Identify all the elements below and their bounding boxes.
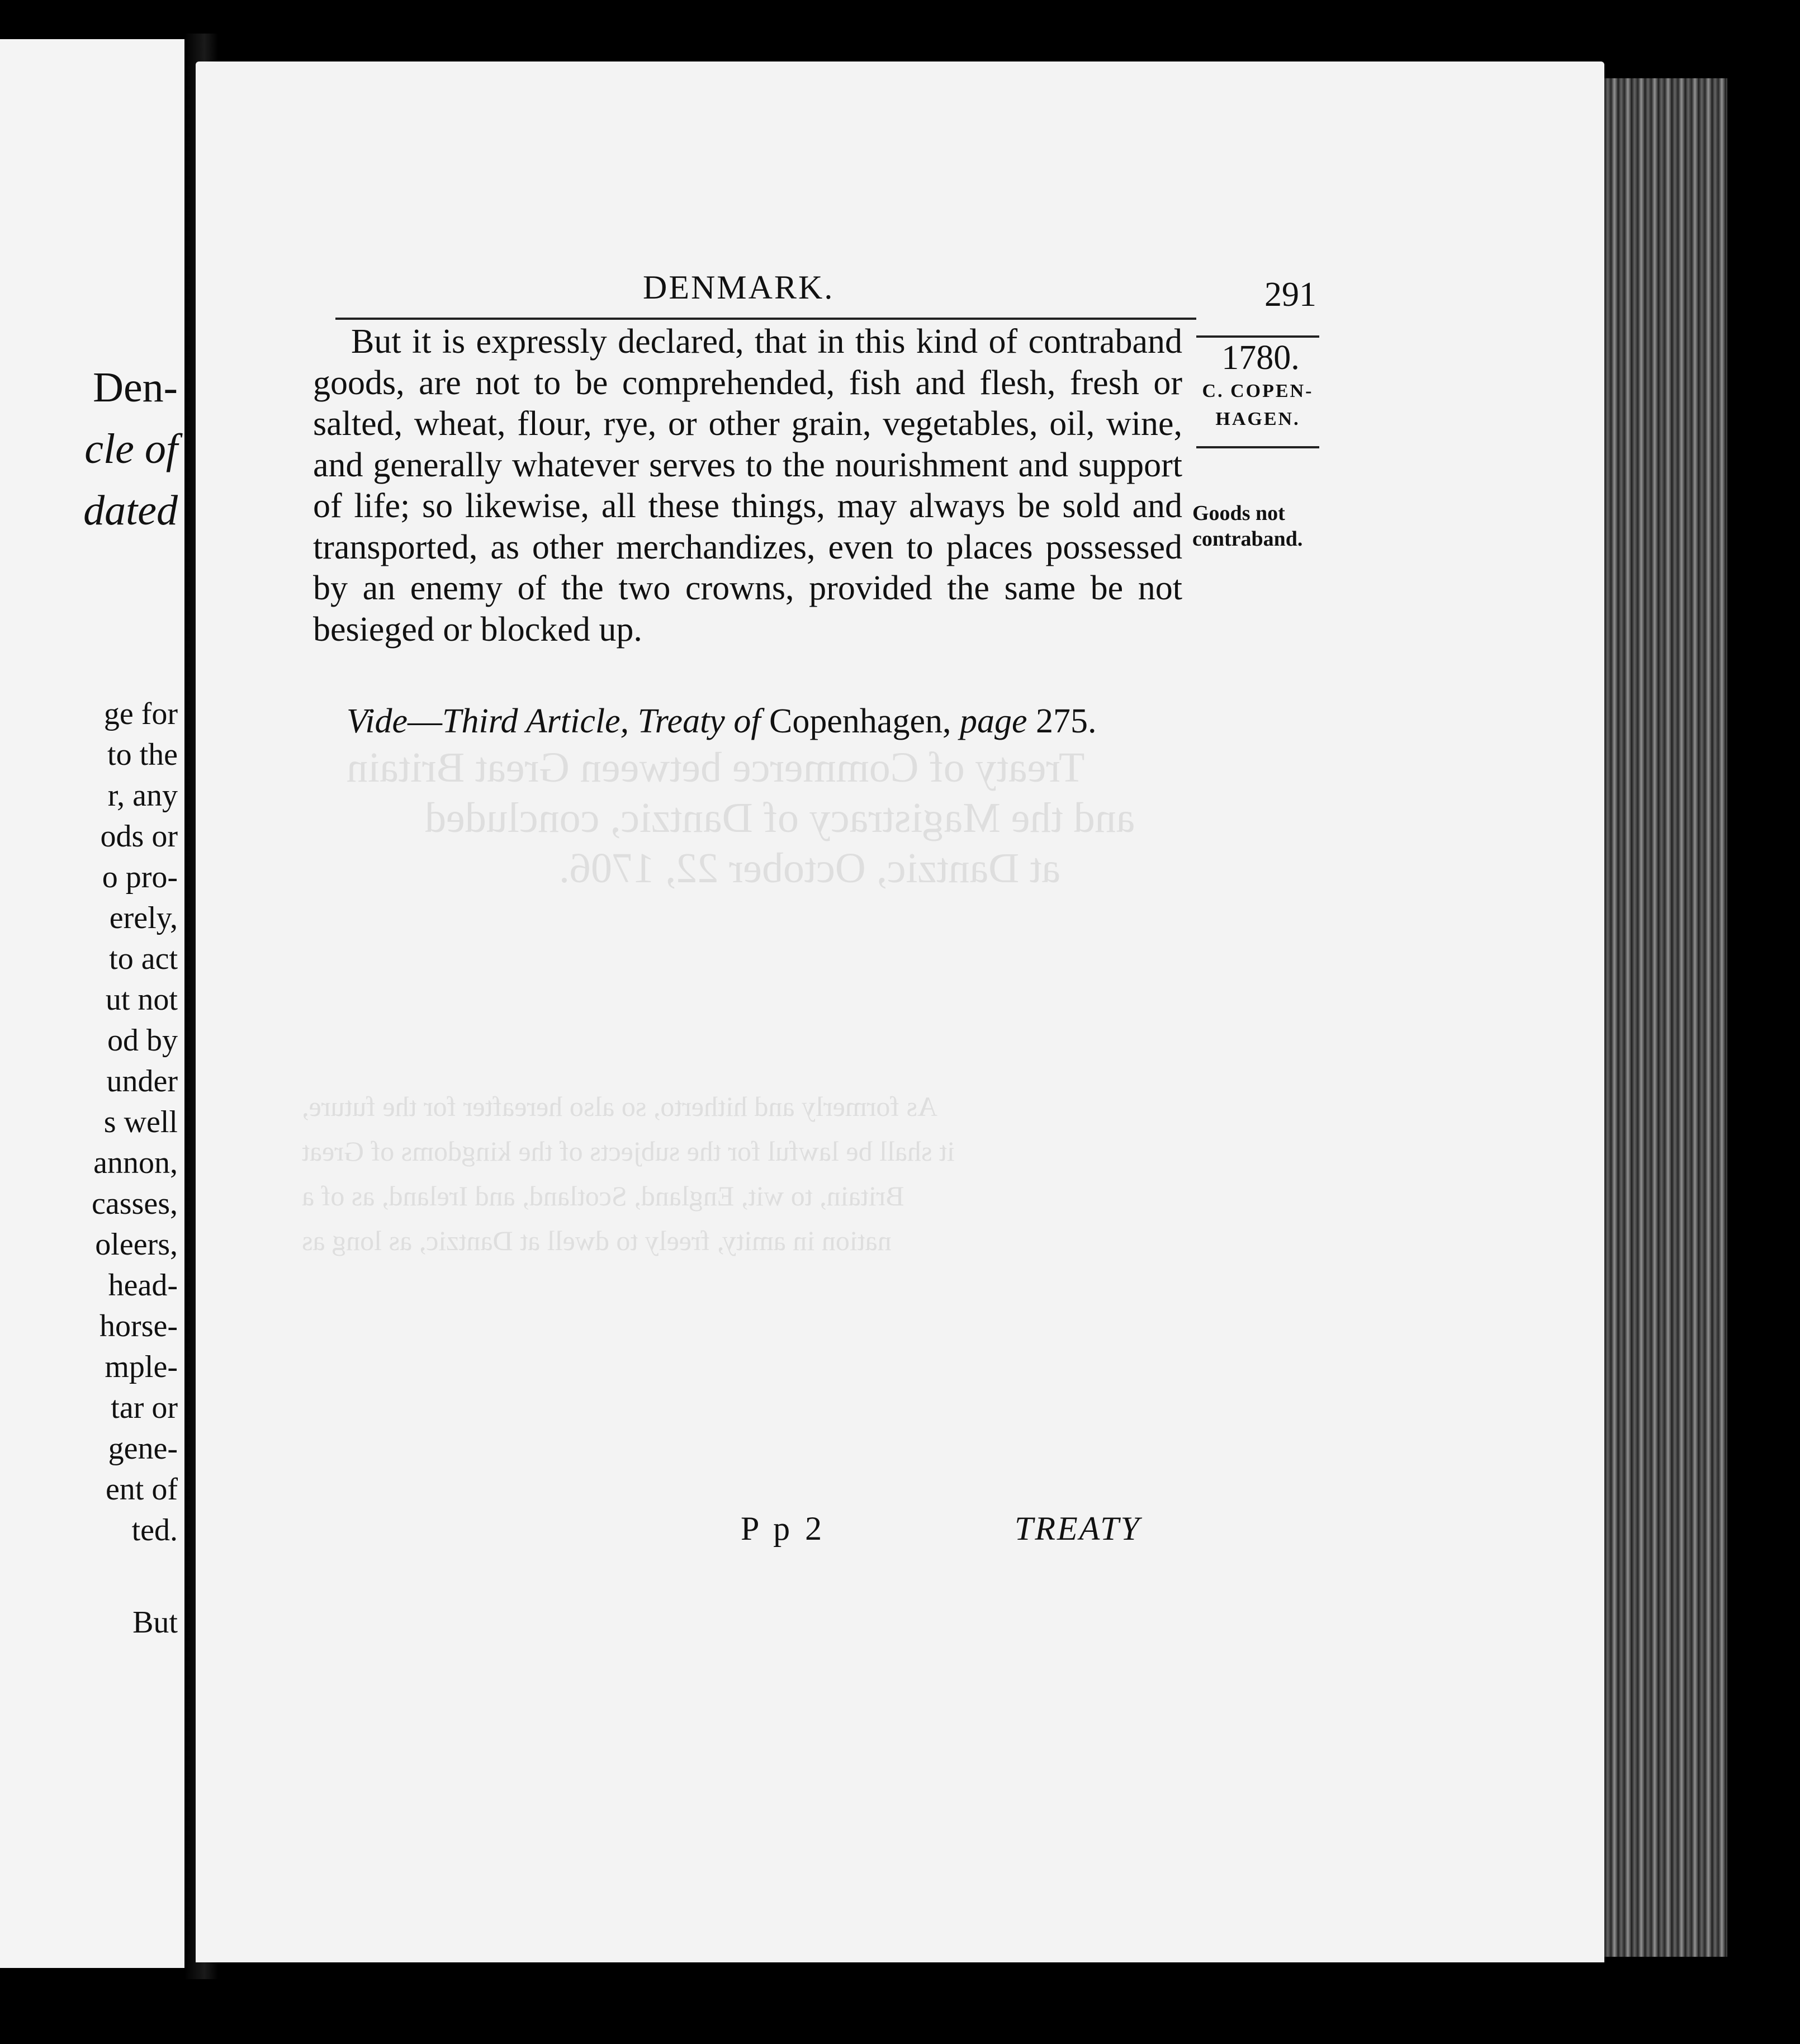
left-page-fragment: oleers, — [95, 1227, 178, 1262]
bleed-through: and the Magistracy of Dantzic, concluded — [425, 794, 1135, 841]
left-facing-page — [0, 39, 184, 1968]
left-page-fragment: Den- — [93, 364, 178, 411]
body-paragraph: But it is expressly declared, that in this kind of contraband goods, are not to be comprehended, fish and flesh, fresh or salted, wheat, flour, rye, or other grain, vegetables, oil, wine, and generally whatever serves to the nourishment and support of life; so likewise, all these things, may always be sold and transported, as other merchandizes, even to places possessed by an enemy of the two crowns, provided the same be not besieged or blocked up. — [313, 323, 1182, 649]
bleed-through: As formerly and hitherto, so also hereafter for the future, — [302, 1091, 938, 1122]
left-page-fragment: ods or — [100, 819, 178, 854]
left-page-fragment: to the — [107, 737, 178, 772]
left-page-fragment: tar or — [111, 1390, 178, 1425]
margin-place-line: HAGEN. — [1215, 409, 1300, 429]
bleed-through: it shall be lawful for the subjects of the kingdoms of Great — [302, 1135, 955, 1167]
margin-rule — [1196, 446, 1319, 448]
left-page-fragment: annon, — [93, 1146, 178, 1180]
left-page-fragment: casses, — [92, 1186, 178, 1221]
of-word: of — [733, 702, 761, 740]
left-page-fragment: But — [132, 1605, 178, 1640]
left-page-fragment: erely, — [109, 901, 178, 935]
left-page-fragment: horse- — [100, 1309, 178, 1343]
bleed-through: Treaty of Commerce between Great Britain — [347, 744, 1085, 791]
margin-note — [1192, 500, 1321, 552]
third-article: Third Article, — [442, 702, 629, 740]
catchword: TREATY — [1015, 1510, 1141, 1547]
margin-year: 1780. — [1221, 339, 1300, 377]
reference-page-number: 275. — [1036, 702, 1097, 740]
vide-word: Vide — [347, 702, 408, 740]
book-page-edges — [1604, 78, 1727, 1957]
margin-rule — [1196, 335, 1319, 338]
left-page-fragment: cle of — [84, 425, 178, 472]
left-page-fragment: s well — [103, 1105, 178, 1139]
left-page-fragment: od by — [107, 1023, 178, 1058]
left-page-fragment: r, any — [107, 778, 178, 813]
cross-reference — [347, 702, 1097, 741]
page-word: page — [959, 702, 1027, 740]
left-page-fragment: to act — [109, 941, 178, 976]
left-page-fragment: mple- — [105, 1350, 178, 1384]
running-head-title: DENMARK. — [643, 269, 835, 306]
left-page-fragment: under — [106, 1064, 178, 1099]
bleed-through: nation in amity, freely to dwell at Dantzic, as long as — [302, 1225, 892, 1256]
header-rule — [335, 318, 1196, 320]
margin-place — [1193, 377, 1322, 433]
page-number: 291 — [1264, 276, 1316, 314]
margin-place-line: C. COPEN- — [1202, 381, 1314, 401]
bleed-through: at Dantzic, October 22, 1706. — [559, 845, 1060, 892]
left-page-fragment: ge for — [103, 697, 178, 731]
left-page-fragment: dated — [83, 487, 178, 534]
margin-note-line: Goods not — [1192, 501, 1285, 525]
bleed-through: Britain, to wit, England, Scotland, and Ireland, as of a — [302, 1180, 904, 1212]
left-page-fragment: o pro- — [102, 860, 178, 895]
left-page-fragment: head- — [108, 1268, 178, 1303]
treaty-word: Treaty — [637, 702, 725, 740]
margin-note-line: contraband. — [1192, 527, 1303, 551]
signature-mark: P p 2 — [741, 1510, 826, 1547]
left-page-fragment: gene- — [108, 1431, 178, 1466]
left-page-fragment: ted. — [131, 1513, 178, 1548]
left-page-fragment: ut not — [105, 982, 178, 1017]
left-page-fragment: ent of — [105, 1472, 178, 1507]
city-name: Copenhagen, — [769, 702, 951, 740]
dash: — — [408, 702, 443, 740]
